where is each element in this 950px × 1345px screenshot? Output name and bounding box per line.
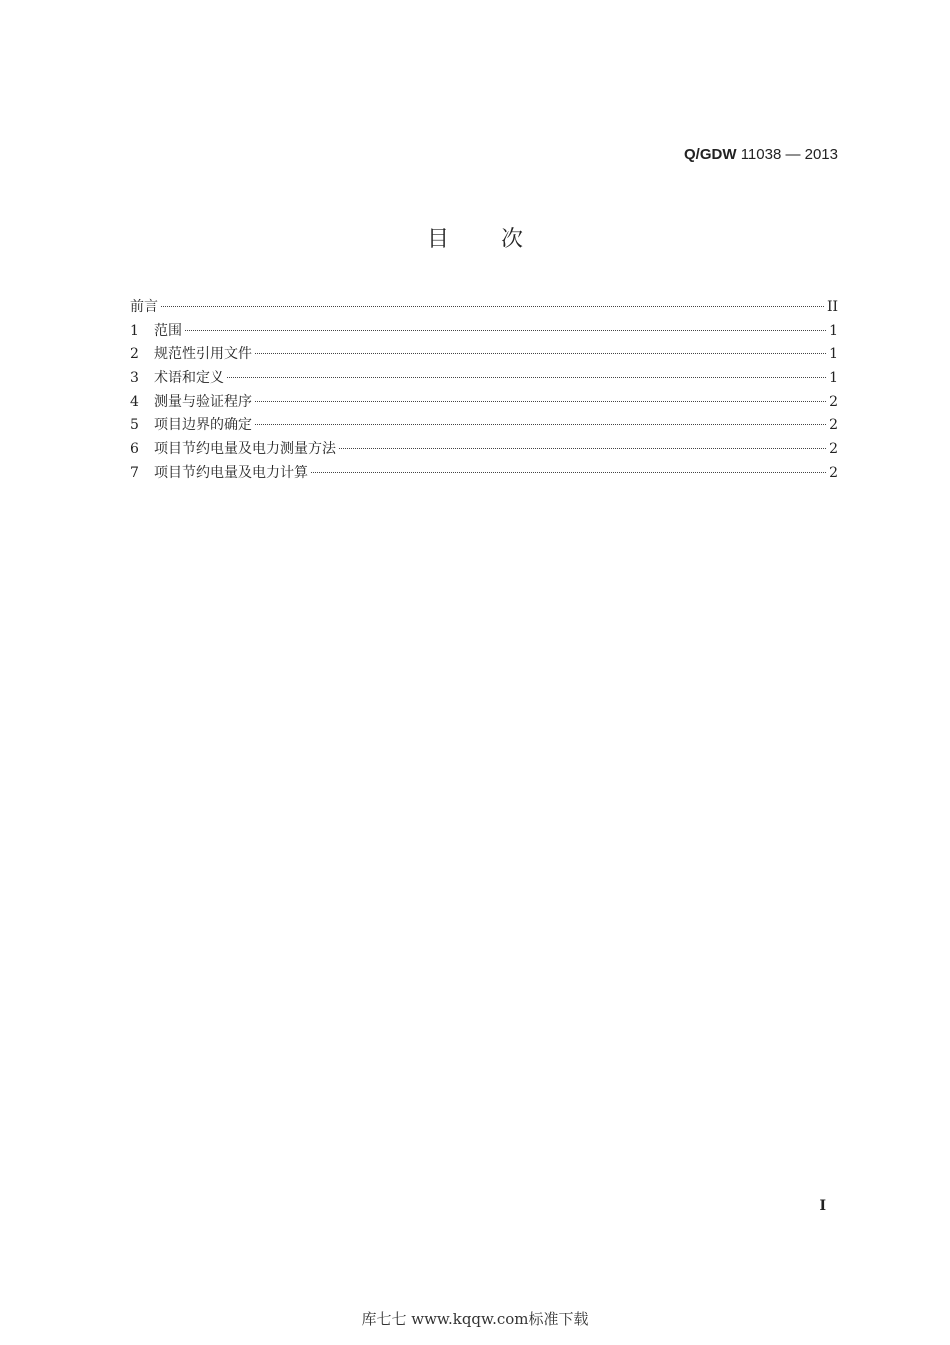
toc-entry-foreword[interactable] [130,296,838,320]
toc-entry-page: 2 [829,441,838,458]
toc-leader-dots [161,306,824,307]
toc-entry-label: 前言 [130,299,158,315]
toc-leader-dots [185,330,826,331]
toc-title [0,222,950,253]
toc-entry-number: 3 [130,370,139,387]
toc-title-char-1: 目 [426,227,449,252]
toc-entry-label: 测量与验证程序 [154,393,252,410]
standard-code [684,146,838,163]
toc-entry-6[interactable] [130,438,838,462]
toc-entry-7[interactable] [130,462,838,486]
toc-entry-label: 范围 [154,322,182,339]
toc-entry-number: 7 [130,464,139,481]
toc-leader-dots [255,353,826,354]
toc-leader-dots [339,448,826,449]
toc-entry-number: 4 [130,393,139,410]
toc-leader-dots [255,401,826,402]
toc-entry-page: 1 [829,322,838,339]
toc-entry-number: 5 [130,417,139,434]
toc-entry-page: 2 [829,417,838,434]
toc-entry-page: 1 [829,346,838,363]
toc-entry-label: 项目边界的确定 [154,417,252,434]
page-number: I [819,1198,826,1214]
toc-entry-2[interactable] [130,343,838,367]
toc-entry-1[interactable] [130,320,838,344]
toc-entry-number: 2 [130,346,139,363]
table-of-contents [130,296,838,486]
footer-watermark: 库七七 www.kqqw.com标准下载 [361,1310,589,1328]
toc-entry-label: 规范性引用文件 [154,346,252,363]
toc-entry-label: 术语和定义 [154,370,224,387]
toc-entry-number: 1 [130,322,139,339]
toc-entry-5[interactable] [130,414,838,438]
toc-entry-number: 6 [130,441,139,458]
toc-leader-dots [311,472,826,473]
toc-entry-page: 2 [829,393,838,410]
toc-entry-page: II [826,299,838,315]
toc-entry-label: 项目节约电量及电力计算 [154,464,308,481]
toc-leader-dots [227,377,826,378]
toc-title-char-2: 次 [501,227,524,252]
toc-leader-dots [255,424,826,425]
standard-code-suffix: 11038 — 2013 [740,146,838,163]
toc-entry-3[interactable] [130,367,838,391]
toc-entry-page: 1 [829,370,838,387]
standard-code-prefix: Q/GDW [684,146,737,163]
toc-entry-label: 项目节约电量及电力测量方法 [154,441,336,458]
toc-entry-4[interactable] [130,391,838,415]
toc-entry-page: 2 [829,464,838,481]
